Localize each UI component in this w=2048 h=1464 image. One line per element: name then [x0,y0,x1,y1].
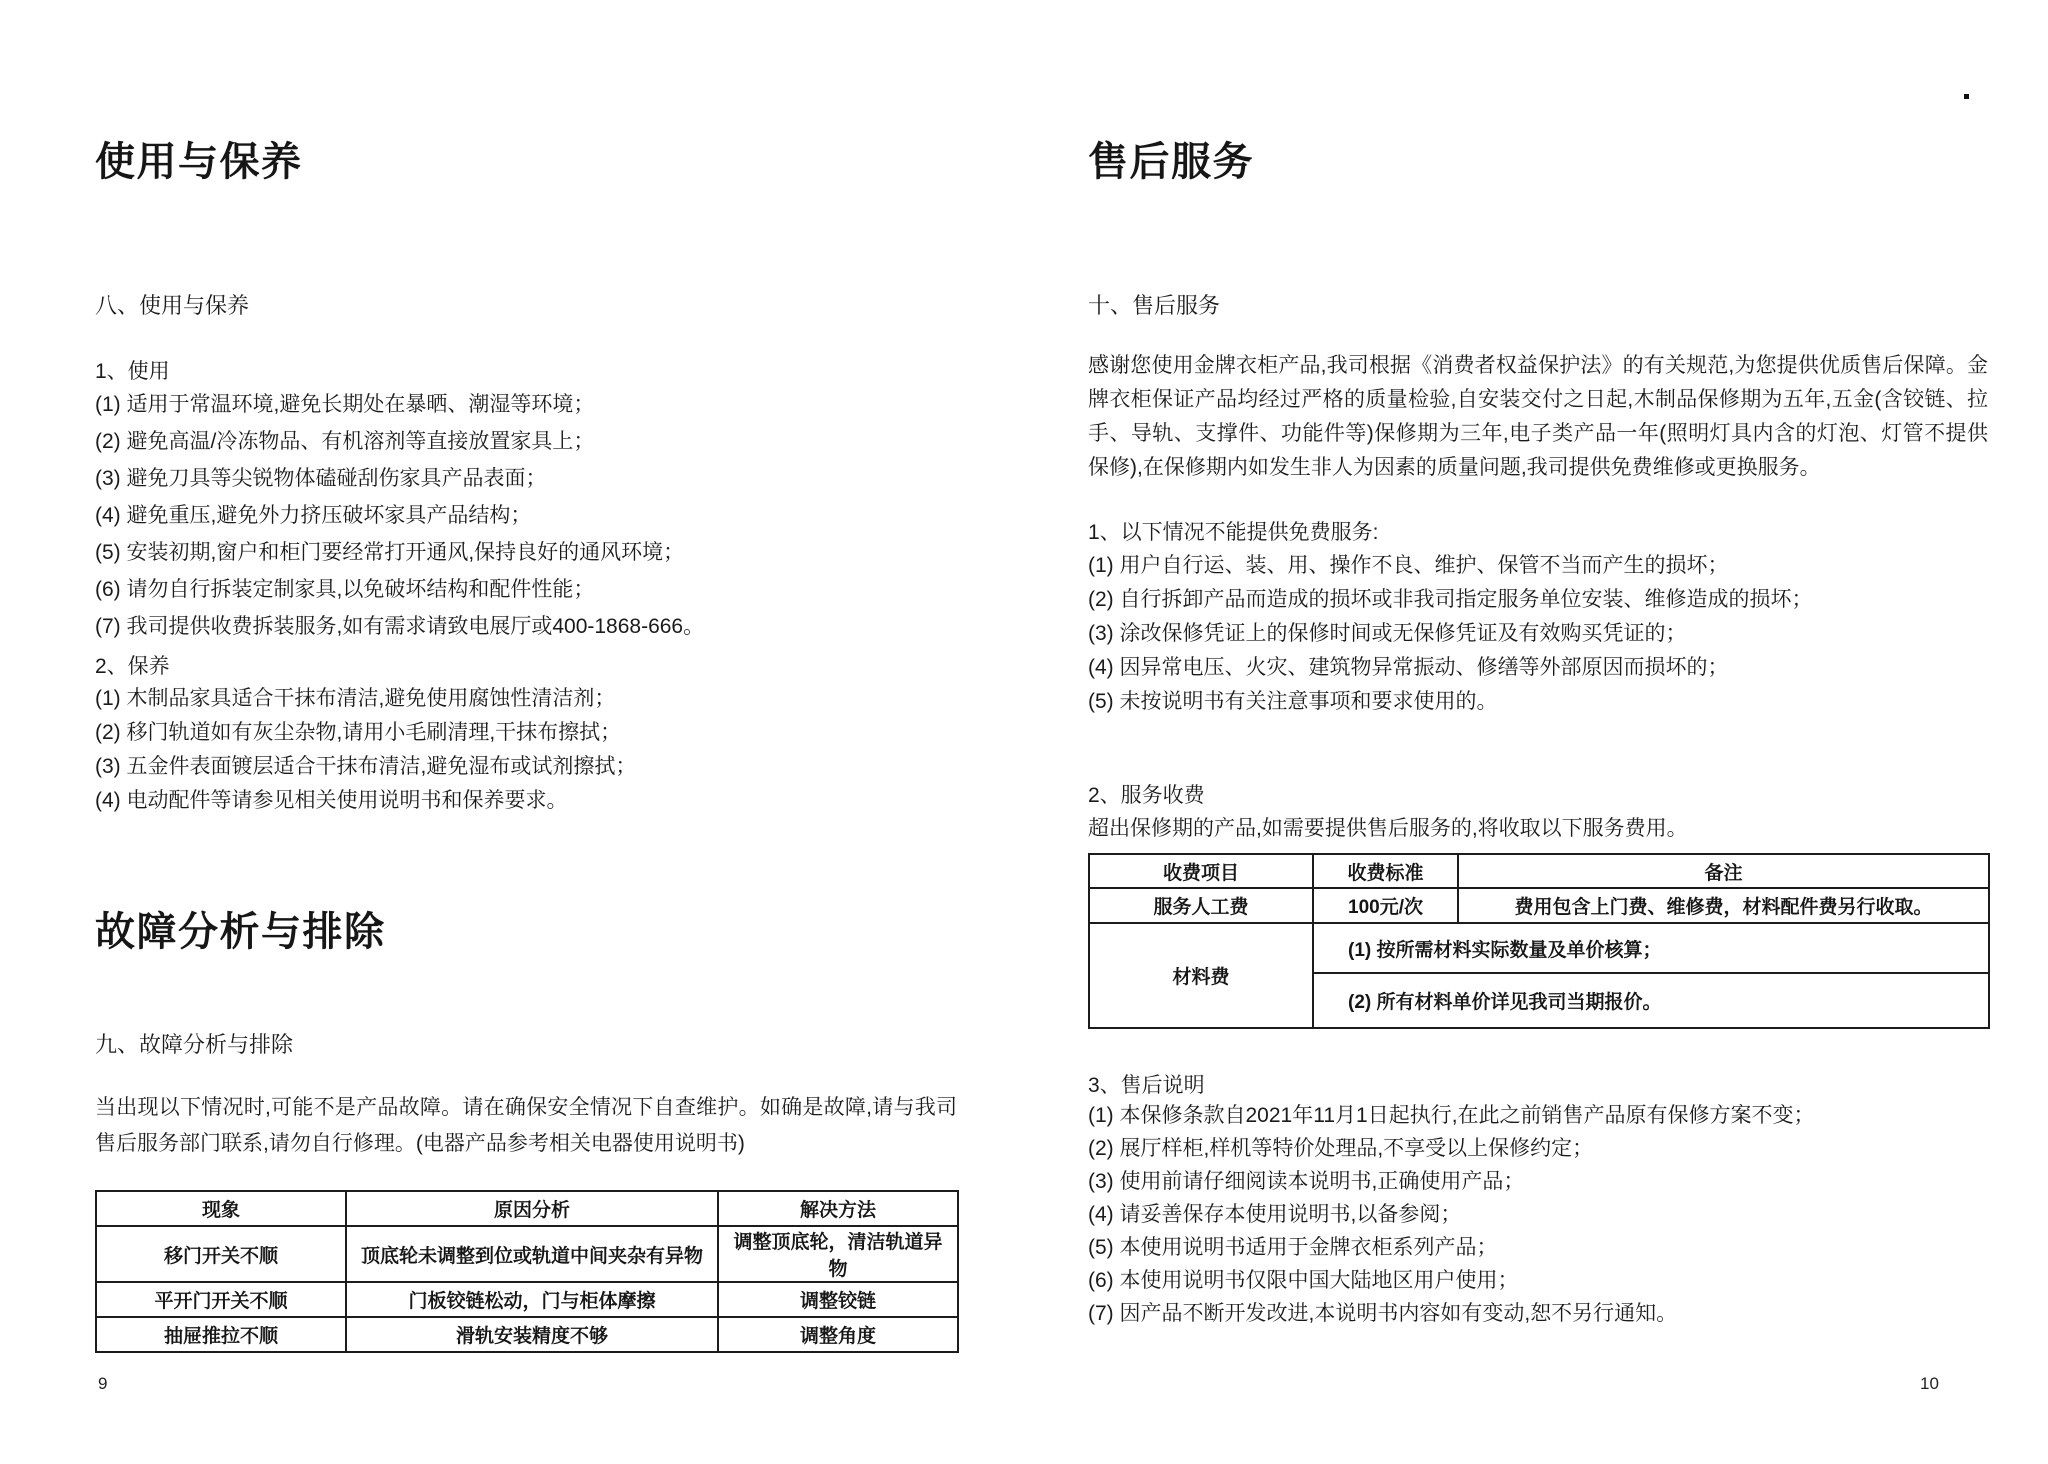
table-row-material-1 [1089,923,1989,973]
list-item: (3) 涂改保修凭证上的保修时间或无保修凭证及有效购买凭证的； [1088,622,1687,645]
list-item: (2) 移门轨道如有灰尘杂物,请用小毛刷清理,干抹布擦拭； [95,721,622,744]
cell-fee-standard: 100元/次 [1313,888,1458,923]
table-header-row [1089,854,1989,888]
list-item: (1) 用户自行运、装、用、操作不良、维护、保管不当而产生的损坏； [1088,554,1729,577]
section-9-heading: 九、故障分析与排除 [95,1032,294,1057]
service-intro-paragraph: 感谢您使用金牌衣柜产品,我司根据《消费者权益保护法》的有关规范,为您提供优质售后保障。金牌衣柜保证产品均经过严格的质量检验,自安装交付之日起,木制品保修期为五年,五金(含铰链、拉手、导轨、支撑件、功能件等)保修期为三年,电子类产品一年(照明灯具内含的灯泡、灯管不提供保修),在保修期内如发生非人为因素的质量问题,我司提供免费维修或更换服务。 [1088,354,1988,479]
cell-cause: 滑轨安装精度不够 [346,1317,718,1352]
list-item: (7) 我司提供收费拆装服务,如有需求请致电展厅或400-1868-666。 [95,615,705,638]
service-fee-subheading: 2、服务收费 [1088,784,1205,807]
left-page-title-trouble: 故障分析与排除 [95,910,386,954]
list-item: (4) 因异常电压、火灾、建筑物异常振动、修缮等外部原因而损坏的； [1088,656,1729,679]
page-number-right: 10 [1920,1374,1939,1393]
use-subheading: 1、使用 [95,360,170,383]
table-row [96,1226,958,1282]
list-item: (2) 避免高温/冷冻物品、有机溶剂等直接放置家具上； [95,430,595,453]
cell-phenomenon: 平开门开关不顺 [96,1282,346,1317]
right-page-title-service: 售后服务 [1088,140,1254,184]
cell-solution: 调整铰链 [718,1282,958,1317]
list-item: (4) 请妥善保存本使用说明书,以备参阅； [1088,1203,1462,1226]
section-10-heading: 十、售后服务 [1088,293,1221,318]
table-row [96,1282,958,1317]
cell-material-label: 材料费 [1089,923,1313,1028]
cell-solution: 调整角度 [718,1317,958,1352]
list-item: (1) 适用于常温环境,避免长期处在暴晒、潮湿等环境； [95,393,595,416]
col-header-phenomenon: 现象 [96,1191,346,1226]
col-header-standard: 收费标准 [1313,854,1458,888]
section-8-heading: 八、使用与保养 [95,293,250,318]
free-service-list [1088,549,1813,719]
free-service-subheading: 1、以下情况不能提供免费服务: [1088,521,1379,544]
col-header-cause: 原因分析 [346,1191,718,1226]
col-header-solution: 解决方法 [718,1191,958,1226]
dot-mark [1964,94,1969,99]
maintain-list [95,682,636,818]
cell-phenomenon: 移门开关不顺 [96,1226,346,1282]
list-item: (5) 未按说明书有关注意事项和要求使用的。 [1088,690,1498,713]
list-item: (5) 本使用说明书适用于金牌衣柜系列产品； [1088,1236,1498,1259]
list-item: (1) 本保修条款自2021年11月1日起执行,在此之前销售产品原有保修方案不变； [1088,1104,1815,1127]
use-list [95,386,704,645]
list-item: (1) 木制品家具适合干抹布清洁,避免使用腐蚀性清洁剂； [95,687,616,710]
service-fee-intro: 超出保修期的产品,如需要提供售后服务的,将收取以下服务费用。 [1088,817,1688,840]
list-item: (3) 避免刀具等尖锐物体磕碰刮伤家具产品表面； [95,467,547,490]
list-item: (7) 因产品不断开发改进,本说明书内容如有变动,恕不另行通知。 [1088,1302,1678,1325]
list-item: (2) 自行拆卸产品而造成的损坏或非我司指定服务单位安装、维修造成的损坏； [1088,588,1813,611]
trouble-intro-paragraph: 当出现以下情况时,可能不是产品故障。请在确保安全情况下自查维护。如确是故障,请与我司售后服务部门联系,请勿自行修理。(电器产品参考相关电器使用说明书) [95,1096,957,1155]
list-item: (3) 使用前请仔细阅读本说明书,正确使用产品； [1088,1170,1525,1193]
cell-solution: 调整顶底轮，清洁轨道异物 [718,1226,958,1282]
left-page-title-use-care: 使用与保养 [95,140,303,184]
cell-material-item-1: (1) 按所需材料实际数量及单价核算； [1313,923,1989,973]
cell-fee-item: 服务人工费 [1089,888,1313,923]
table-row-labor [1089,888,1989,923]
notes-subheading: 3、售后说明 [1088,1074,1205,1097]
cell-material-item-2: (2) 所有材料单价详见我司当期报价。 [1313,973,1989,1028]
col-header-item: 收费项目 [1089,854,1313,888]
col-header-remark: 备注 [1458,854,1989,888]
list-item: (5) 安装初期,窗户和柜门要经常打开通风,保持良好的通风环境； [95,541,685,564]
cell-fee-remark: 费用包含上门费、维修费，材料配件费另行收取。 [1458,888,1989,923]
list-item: (4) 避免重压,避免外力挤压破坏家具产品结构； [95,504,532,527]
list-item: (2) 展厅样柜,样机等特价处理品,不享受以上保修约定； [1088,1137,1594,1160]
cell-phenomenon: 抽屉推拉不顺 [96,1317,346,1352]
cell-cause: 门板铰链松动，门与柜体摩擦 [346,1282,718,1317]
cell-cause: 顶底轮未调整到位或轨道中间夹杂有异物 [346,1226,718,1282]
notes-list [1088,1099,1815,1330]
list-item: (6) 请勿自行拆装定制家具,以免破坏结构和配件性能； [95,578,595,601]
list-item: (3) 五金件表面镀层适合干抹布清洁,避免湿布或试剂擦拭； [95,755,637,778]
table-header-row [96,1191,958,1226]
page-number-left: 9 [98,1374,108,1393]
service-fee-table [1088,853,1990,1029]
maintain-subheading: 2、保养 [95,655,170,678]
troubleshooting-table [95,1190,959,1353]
table-row [96,1317,958,1352]
list-item: (4) 电动配件等请参见相关使用说明书和保养要求。 [95,789,568,812]
list-item: (6) 本使用说明书仅限中国大陆地区用户使用； [1088,1269,1519,1292]
